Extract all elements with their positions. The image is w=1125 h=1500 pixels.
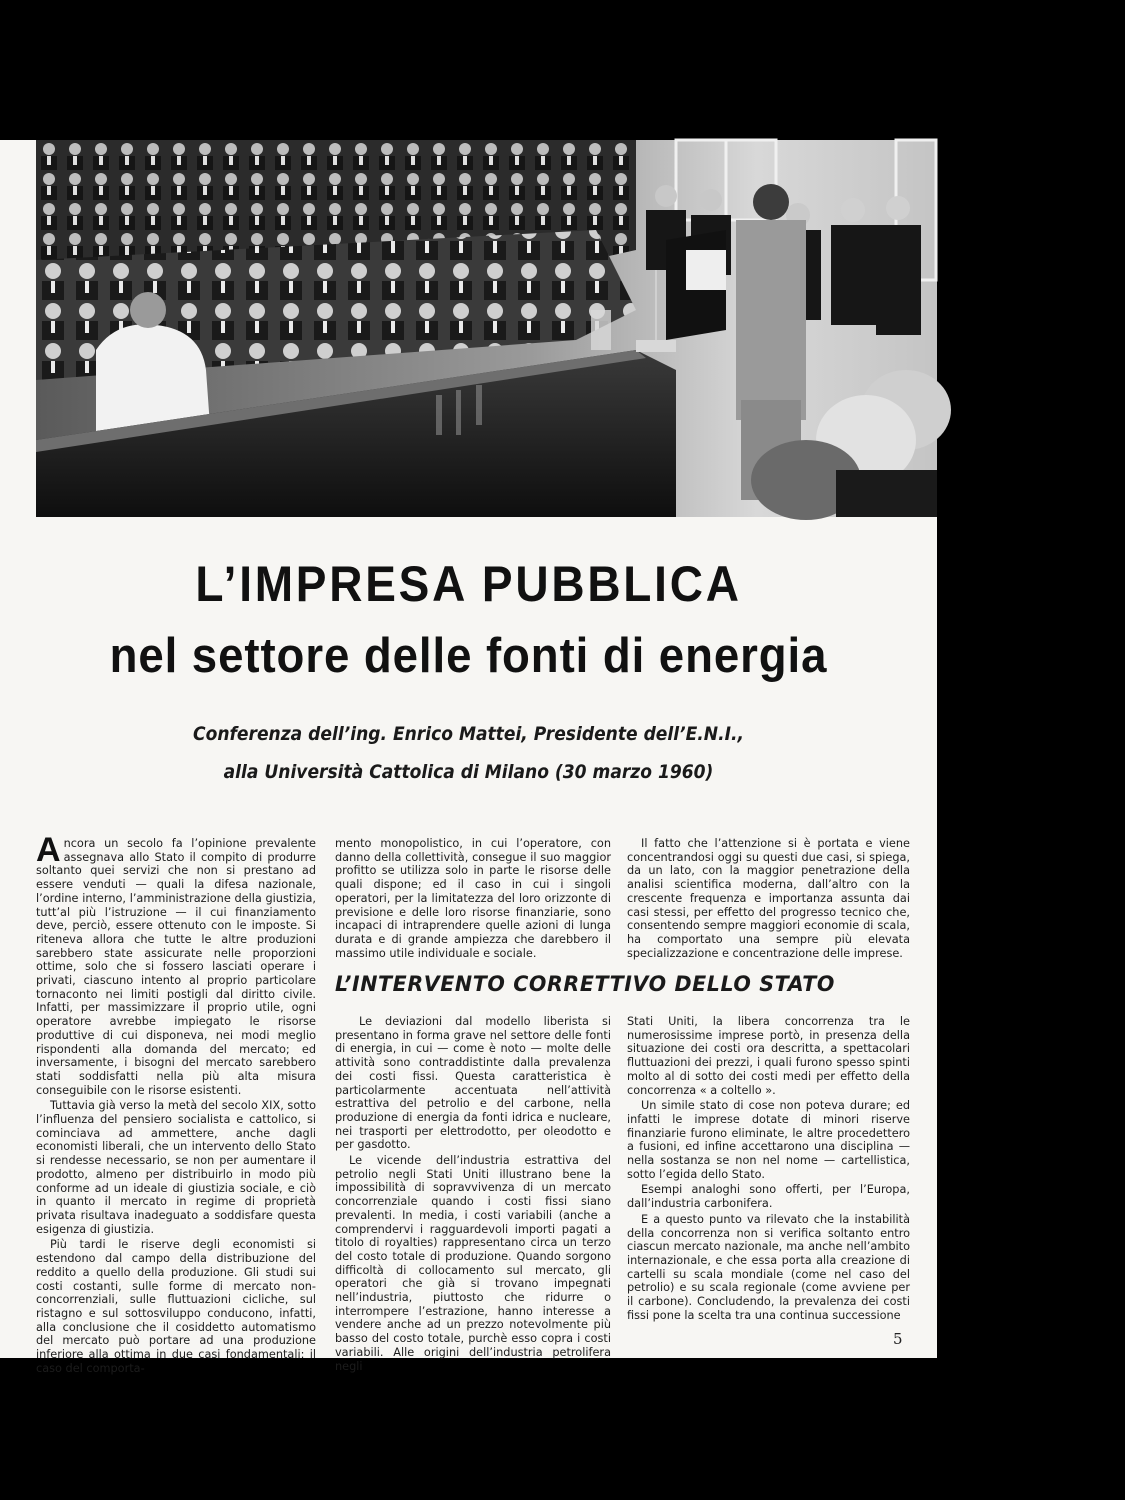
paragraph: mento monopolistico, in cui l’operatore, con danno della collettività, consegue il suo maggior profitto se utilizza solo in parte le risorse delle quali dispone; ed il caso in cui i singoli operatori, per la limitatezza del loro orizzonte di previsione e delle loro risorse finanziarie, sono incapaci di intraprendere quelle azioni di lunga durata e di grande ampiezza che darebbero il massimo utile individuale e sociale. (335, 837, 611, 960)
paragraph: Esempi analoghi sono offerti, per l’Europa, dall’industria carbonifera. (627, 1183, 910, 1211)
column-3-top (627, 837, 910, 960)
article-title-line1: L’IMPRESA PUBBLICA (195, 556, 742, 612)
paragraph-text: ncora un secolo fa l’opinione prevalente assegnava allo Stato il compito di produrre soltanto quei servizi che non si prestano ad essere venduti — quali la difesa nazionale, l’ordine interno, l’amministrazione della giustizia, tutt’al più l’istruzione — il cui finanziamento deve, perciò, essere ottenuto con le imposte. Si riteneva allora che tutte le altre produzioni sarebbero state assicurate nelle proporzioni ottime, solo che si fossero lasciati operare i privati, ciascuno intento al proprio particolare tornaconto nei limiti postigli dal diritto civile. Infatti, per massimizzare il proprio utile, ogni operatore avrebbe impiegato le risorse produttive di cui disponeva, nei modi meglio rispondenti alla domanda del mercato; ed inversamente, i bisogni del mercato sarebbero stati soddisfatti nella più alta misura conseguibile con le risorse esistenti. (36, 837, 316, 1097)
article-subtitle-line2: alla Università Cattolica di Milano (30 marzo 1960) (223, 761, 714, 783)
paragraph: Stati Uniti, la libera concorrenza tra le numerosissime imprese portò, in presenza della situazione dei costi ora descritta, a spettacolari fluttuazioni dei prezzi, i quali furono spesso spinti molto al di sotto dei costi medi per effetto della concorrenza « a coltello ». (627, 1015, 910, 1097)
page-number: 5 (893, 1330, 903, 1348)
paragraph: Più tardi le riserve degli economisti si estendono dal campo della distribuzione del reddito a quello della produzione. Gli studi sui costi costanti, sulle forme di mercato non-concorrenziali, sulle fluttuazioni cicliche, sul ristagno e sul sottosviluppo conducono, infatti, alla conclusione che il cosiddetto automatismo del mercato può portare ad una produzione inferiore alla ottima in due casi fondamentali: il caso del comporta- (36, 1238, 316, 1375)
paragraph: Il fatto che l’attenzione si è portata e viene concentrandosi oggi su questi due casi, si spiega, da un lato, con la maggior penetrazione della analisi scientifica moderna, dall’altro con la crescente frequenza e importanza assunta dai casi stessi, per effetto del progresso tecnico che, consentendo sempre maggiori economie di scala, ha comportato una sempre più elevata specializzazione e concentrazione delle imprese. (627, 837, 910, 960)
paragraph (36, 831, 316, 1097)
column-2-top (335, 837, 611, 960)
paragraph: Le vicende dell’industria estrattiva del petrolio negli Stati Uniti illustrano bene la impossibilità di sopravvivenza di un mercato concorrenziale quando i costi fissi siano prevalenti. In media, i costi variabili (anche a comprendervi i ragguardevoli importi pagati a titolo di royalties) rappresentano circa un terzo del costo totale di produzione. Quando sorgono difficoltà di collocamento sul mercato, gli operatori che già si trovano impegnati nell’industria, piuttosto che ridurre o interrompere l’estrazione, hanno interesse a vendere anche ad un prezzo notevolmente più basso del costo totale, purchè esso copra i costi variabili. Alle origini dell’industria petrolifera negli (335, 1154, 611, 1373)
column-3-bottom (627, 1015, 910, 1322)
paragraph: Tuttavia già verso la metà del secolo XIX, sotto l’influenza del pensiero socialista e cattolico, si cominciava ad ammettere, anche dagli economisti liberali, che un intervento dello Stato si rendesse necessario, se non per aumentare il prodotto, almeno per distribuirlo in modo più conforme ad un ideale di giustizia sociale, e ciò in quanto il mercato in regime di proprietà privata risultava inadeguato a soddisfare questa esigenza di giustizia. (36, 1099, 316, 1236)
paragraph: Le deviazioni dal modello liberista si presentano in forma grave nel settore delle fonti di energia, in cui — come è noto — molte delle attività sono contraddistinte dalla prevalenza dei costi fissi. Questa caratteristica è particolarmente accentuata nell’attività estrattiva del petrolio e del carbone, nella produzione di energia da fonti idrica e nucleare, nei trasporti per elettrodotto, per oleodotto e per gasdotto. (335, 1015, 611, 1152)
article-title-line2: nel settore delle fonti di energia (109, 629, 828, 683)
conference-photo (36, 140, 937, 517)
article-subtitle-line1: Conferenza dell’ing. Enrico Mattei, Presidente dell’E.N.I., (193, 723, 744, 745)
paragraph: Un simile stato di cose non poteva durare; ed infatti le imprese dotate di minori riserve finanziarie furono eliminate, le altre procedettero a fusioni, ed infine accettarono una disciplina — nella sostanza se non nel nome — cartellistica, sotto l’egida dello Stato. (627, 1099, 910, 1181)
column-2-bottom (335, 1015, 611, 1373)
photo-illustration (36, 140, 937, 517)
drop-cap: A (36, 831, 61, 869)
column-1 (36, 831, 316, 1375)
magazine-page (0, 140, 937, 1375)
section-heading: L’INTERVENTO CORRETTIVO DELLO STATO (335, 972, 835, 996)
paragraph: E a questo punto va rilevato che la instabilità della concorrenza non si verifica soltanto entro ciascun mercato nazionale, ma anche nell’ambito internazionale, e che essa porta alla creazione di cartelli su scala mondiale (come nel caso del petrolio) e su scala regionale (come avviene per il carbone). Concludendo, la prevalenza dei costi fissi pone la scelta tra una continua successione (627, 1212, 910, 1322)
